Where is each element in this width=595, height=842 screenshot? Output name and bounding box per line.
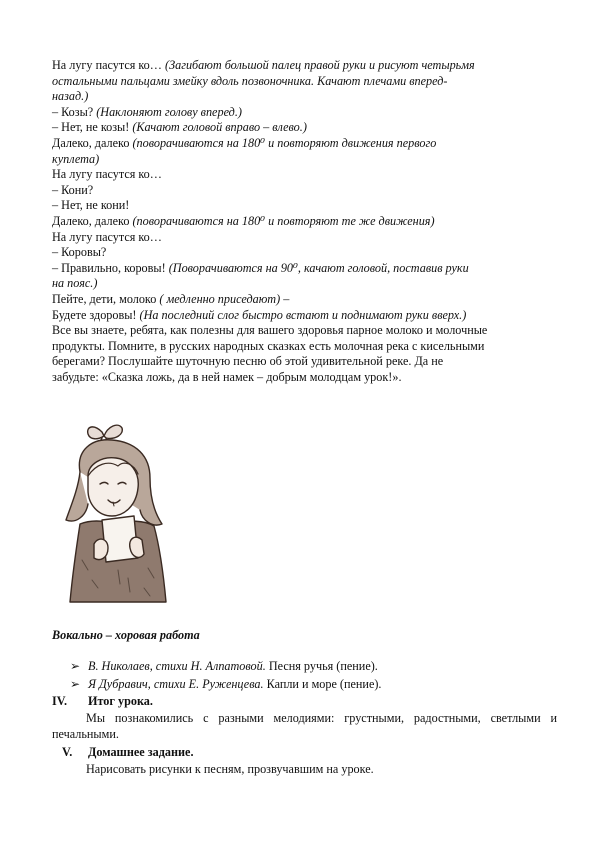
plain-text: – Козы? <box>52 104 97 119</box>
text-line <box>52 152 552 168</box>
stage-direction: на пояс.) <box>52 276 98 291</box>
plain-text: – Кони? <box>52 182 94 197</box>
paragraph-text: Мы познакомились с разными мелодиями: грустными, радостными, светлыми и печальными. <box>52 711 557 741</box>
stage-direction: (Качают головой вправо – влево.) <box>132 120 307 135</box>
stage-direction: (Поворачиваются на 90⁰, качают головой, поставив руки <box>168 260 469 275</box>
list-item <box>70 677 381 693</box>
text-line <box>52 230 552 246</box>
text-line <box>52 198 552 214</box>
section-heading-text: Вокально – хоровая работа <box>52 628 200 642</box>
plain-text: Пейте, дети, молоко <box>52 291 160 306</box>
plain-text: – Правильно, коровы! <box>52 260 169 275</box>
plain-text: – <box>280 291 290 306</box>
text-line <box>52 261 552 277</box>
stage-direction: (Загибают большой палец правой руки и рисуют четырьмя <box>165 58 475 72</box>
plain-text: На лугу пасутся ко… <box>52 229 162 244</box>
text-line <box>52 105 552 121</box>
section-iv-heading <box>52 694 153 710</box>
section-title: Итог урока. <box>88 694 153 708</box>
text-line <box>52 136 552 152</box>
text-line <box>52 370 552 386</box>
text-line <box>52 214 552 230</box>
section-iv-text <box>52 711 557 742</box>
stage-direction: (поворачиваются на 180⁰ и повторяют те же движения) <box>132 213 435 228</box>
text-line <box>52 339 552 355</box>
section-number: IV. <box>52 694 68 708</box>
plain-text: – Нет, не кони! <box>52 198 130 213</box>
text-line <box>52 276 552 292</box>
plain-text: Далеко, далеко <box>52 213 133 228</box>
verse-block <box>52 58 552 385</box>
stage-direction: остальными пальцами змейку вдоль позвоночника. Качают плечами вперед- <box>52 73 448 88</box>
section-v-heading <box>62 745 194 761</box>
section-title: Домашнее задание. <box>88 745 194 759</box>
plain-text: Все вы знаете, ребята, как полезны для вашего здоровья парное молоко и молочные <box>52 323 488 338</box>
section-number: V. <box>62 745 73 759</box>
text-line <box>52 167 552 183</box>
text-line <box>52 74 552 90</box>
text-line <box>52 183 552 199</box>
stage-direction: (Наклоняют голову вперед.) <box>96 104 242 119</box>
plain-text: берегами? Послушайте шуточную песню об этой удивительной реке. Да не <box>52 354 444 369</box>
text-line <box>52 58 552 74</box>
stage-direction: (На последний слог быстро встают и поднимают руки вверх.) <box>139 307 467 322</box>
plain-text: – Нет, не козы! <box>52 120 133 135</box>
text-line <box>52 292 552 308</box>
song-title: Песня ручья (пение). <box>265 659 378 673</box>
girl-illustration <box>58 420 176 605</box>
stage-direction: ( медленно приседают) <box>159 291 281 306</box>
section-heading <box>52 628 552 644</box>
text-line <box>52 89 552 105</box>
text-line <box>52 354 552 370</box>
plain-text: На лугу пасутся ко… <box>52 58 166 72</box>
paragraph-text: Нарисовать рисунки к песням, прозвучавшим на уроке. <box>86 762 374 776</box>
plain-text: На лугу пасутся ко… <box>52 167 162 182</box>
plain-text: продукты. Помните, в русских народных сказках есть молочная река с кисельными <box>52 338 485 353</box>
arrow-bullet-icon: ➢ <box>70 677 81 691</box>
text-line <box>52 323 552 339</box>
list-item <box>70 659 378 675</box>
plain-text: – Коровы? <box>52 245 107 260</box>
stage-direction: (поворачиваются на 180⁰ и повторяют движения первого <box>132 135 437 150</box>
song-author: Я Дубравич, стихи Е. Руженцева. <box>88 677 264 691</box>
song-title: Капли и море (пение). <box>263 677 382 691</box>
song-author: В. Николаев, стихи Н. Алпатовой. <box>88 659 266 673</box>
arrow-bullet-icon: ➢ <box>70 659 81 673</box>
plain-text: Будете здоровы! <box>52 307 140 322</box>
stage-direction: назад.) <box>52 89 89 104</box>
text-line <box>52 245 552 261</box>
plain-text: Далеко, далеко <box>52 135 133 150</box>
section-v-text <box>52 762 557 778</box>
plain-text: забудьте: «Сказка ложь, да в ней намек – добрым молодцам урок!». <box>52 369 402 384</box>
text-line <box>52 308 552 324</box>
text-line <box>52 120 552 136</box>
stage-direction: куплета) <box>52 151 100 166</box>
